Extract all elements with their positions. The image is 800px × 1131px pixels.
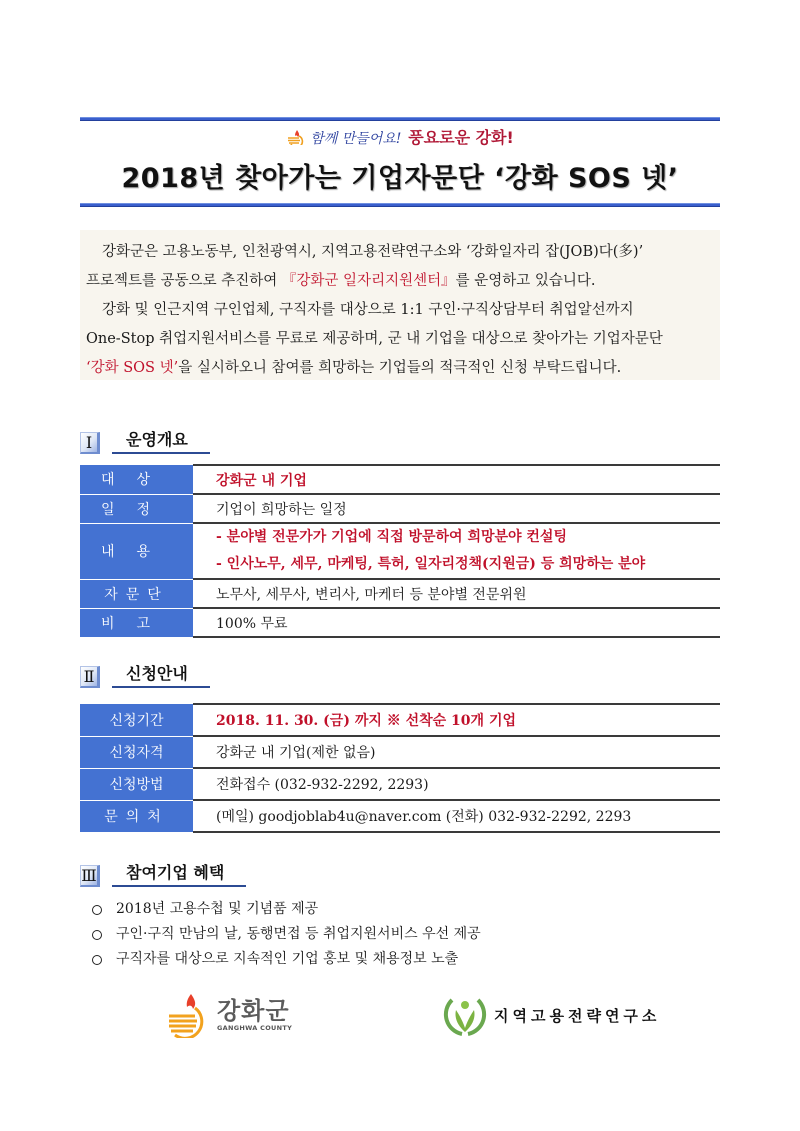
section-number: Ⅲ (80, 865, 100, 887)
section-number: Ⅱ (80, 666, 100, 688)
intro-line-2 (86, 267, 714, 296)
row-label (80, 800, 193, 832)
regional-employment-lab-logo (442, 990, 660, 1040)
item-text: 구인·구직 만남의 날, 동행면접 등 취업지원서비스 우선 제공 (116, 926, 481, 942)
label-text: 일정 (100, 501, 173, 518)
row-label (80, 579, 193, 608)
label-text: 자문단 (104, 586, 169, 603)
logo-right-korean: 지역고용전략연구소 (494, 1006, 661, 1025)
intro-text: 을 실시하오니 참여를 희망하는 기업들의 적극적인 신청 부탁드립니다. (178, 360, 622, 376)
intro-text: 를 운영하고 있습니다. (455, 273, 596, 289)
item-text: 2018년 고용수첩 및 기념품 제공 (116, 901, 319, 917)
logo-left-korean: 강화군 (217, 997, 290, 1025)
list-item (92, 922, 481, 947)
table-row (80, 579, 720, 608)
benefits-list (92, 897, 481, 972)
ganghwa-county-logo (165, 990, 325, 1040)
page-title: 2018년 찾아가는 기업자문단 ‘강화 SOS 넷’ (121, 163, 679, 194)
list-item (92, 897, 481, 922)
label-text: 비고 (100, 615, 173, 632)
row-label: 신청자격 (80, 736, 193, 768)
section-heading-overview (80, 426, 210, 454)
table-row (80, 494, 720, 523)
center-name: 『강화군 일자리지원센터』 (281, 273, 456, 289)
slogan-strong: 풍요로운 강화! (408, 128, 514, 147)
table-row (80, 704, 720, 736)
overview-table (80, 464, 720, 638)
section-number: Ⅰ (80, 432, 100, 454)
row-label (80, 523, 193, 579)
program-name: ‘강화 SOS 넷’ (86, 360, 179, 376)
row-label: 신청방법 (80, 768, 193, 800)
sprout-person-logo-icon (442, 992, 488, 1038)
circle-bullet-icon (92, 930, 102, 940)
logo-left-english: GANGHWA COUNTY (217, 1024, 293, 1032)
row-label (80, 465, 193, 494)
section-heading-application (80, 660, 210, 688)
circle-bullet-icon (92, 955, 102, 965)
label-text: 대상 (100, 472, 173, 489)
slogan-script: 함께 만들어요! (310, 131, 402, 147)
row-label: 신청기간 (80, 704, 193, 736)
row-value: 전화접수 (032-932-2292, 2293) (193, 768, 720, 800)
row-value: 100% 무료 (193, 608, 720, 637)
circle-bullet-icon (92, 905, 102, 915)
row-value: 2018. 11. 30. (금) 까지 ※ 선착순 10개 기업 (193, 704, 720, 736)
contact-value[interactable]: (메일) goodjoblab4u@naver.com (전화) 032-932-2292, 2293 (193, 800, 720, 832)
item-text: 구직자를 대상으로 지속적인 기업 홍보 및 채용정보 노출 (116, 951, 459, 967)
list-item (92, 947, 481, 972)
intro-line-1: 강화군은 고용노동부, 인천광역시, 지역고용전략연구소와 ‘강화일자리 잡(JOB)다(多)’ (102, 244, 644, 260)
table-row (80, 800, 720, 832)
intro-line-3: 강화 및 인근지역 구인업체, 구직자를 대상으로 1:1 구인·구직상담부터 취업알선까지 (102, 302, 634, 318)
intro-line-5 (86, 354, 714, 383)
row-value: 강화군 내 기업 (193, 465, 720, 494)
table-row (80, 736, 720, 768)
table-row (80, 768, 720, 800)
ganghwa-flame-icon (286, 129, 306, 145)
table-row (80, 523, 720, 579)
section-title: 참여기업 혜택 (112, 862, 246, 887)
content-line: - 인사노무, 세무, 마케팅, 특허, 일자리정책(지원금) 등 희망하는 분야 (216, 556, 646, 572)
header-bottom-rule (80, 203, 720, 207)
label-text: 문의처 (104, 809, 169, 825)
row-label (80, 494, 193, 523)
row-value: 기업이 희망하는 일정 (193, 494, 720, 523)
intro-line-4: One-Stop 취업지원서비스를 무료로 제공하며, 군 내 기업을 대상으로 찾아가는 기업자문단 (86, 331, 663, 347)
section-title: 신청안내 (112, 663, 210, 688)
table-row (80, 465, 720, 494)
application-table (80, 703, 720, 833)
section-title: 운영개요 (112, 429, 210, 454)
row-value (193, 523, 720, 579)
content-line: - 분야별 전문가가 기업에 직접 방문하여 희망분야 컨설팅 (216, 529, 567, 545)
ganghwa-flame-logo-icon (165, 992, 213, 1038)
header-top-rule (80, 117, 720, 121)
row-value: 강화군 내 기업(제한 없음) (193, 736, 720, 768)
intro-text: 프로젝트를 공동으로 추진하여 (86, 273, 282, 289)
row-value: 노무사, 세무사, 변리사, 마케터 등 분야별 전문위원 (193, 579, 720, 608)
section-heading-benefits (80, 859, 246, 887)
label-text: 내용 (100, 544, 173, 560)
table-row (80, 608, 720, 637)
slogan (0, 128, 800, 149)
row-label (80, 608, 193, 637)
intro-box (80, 230, 720, 380)
